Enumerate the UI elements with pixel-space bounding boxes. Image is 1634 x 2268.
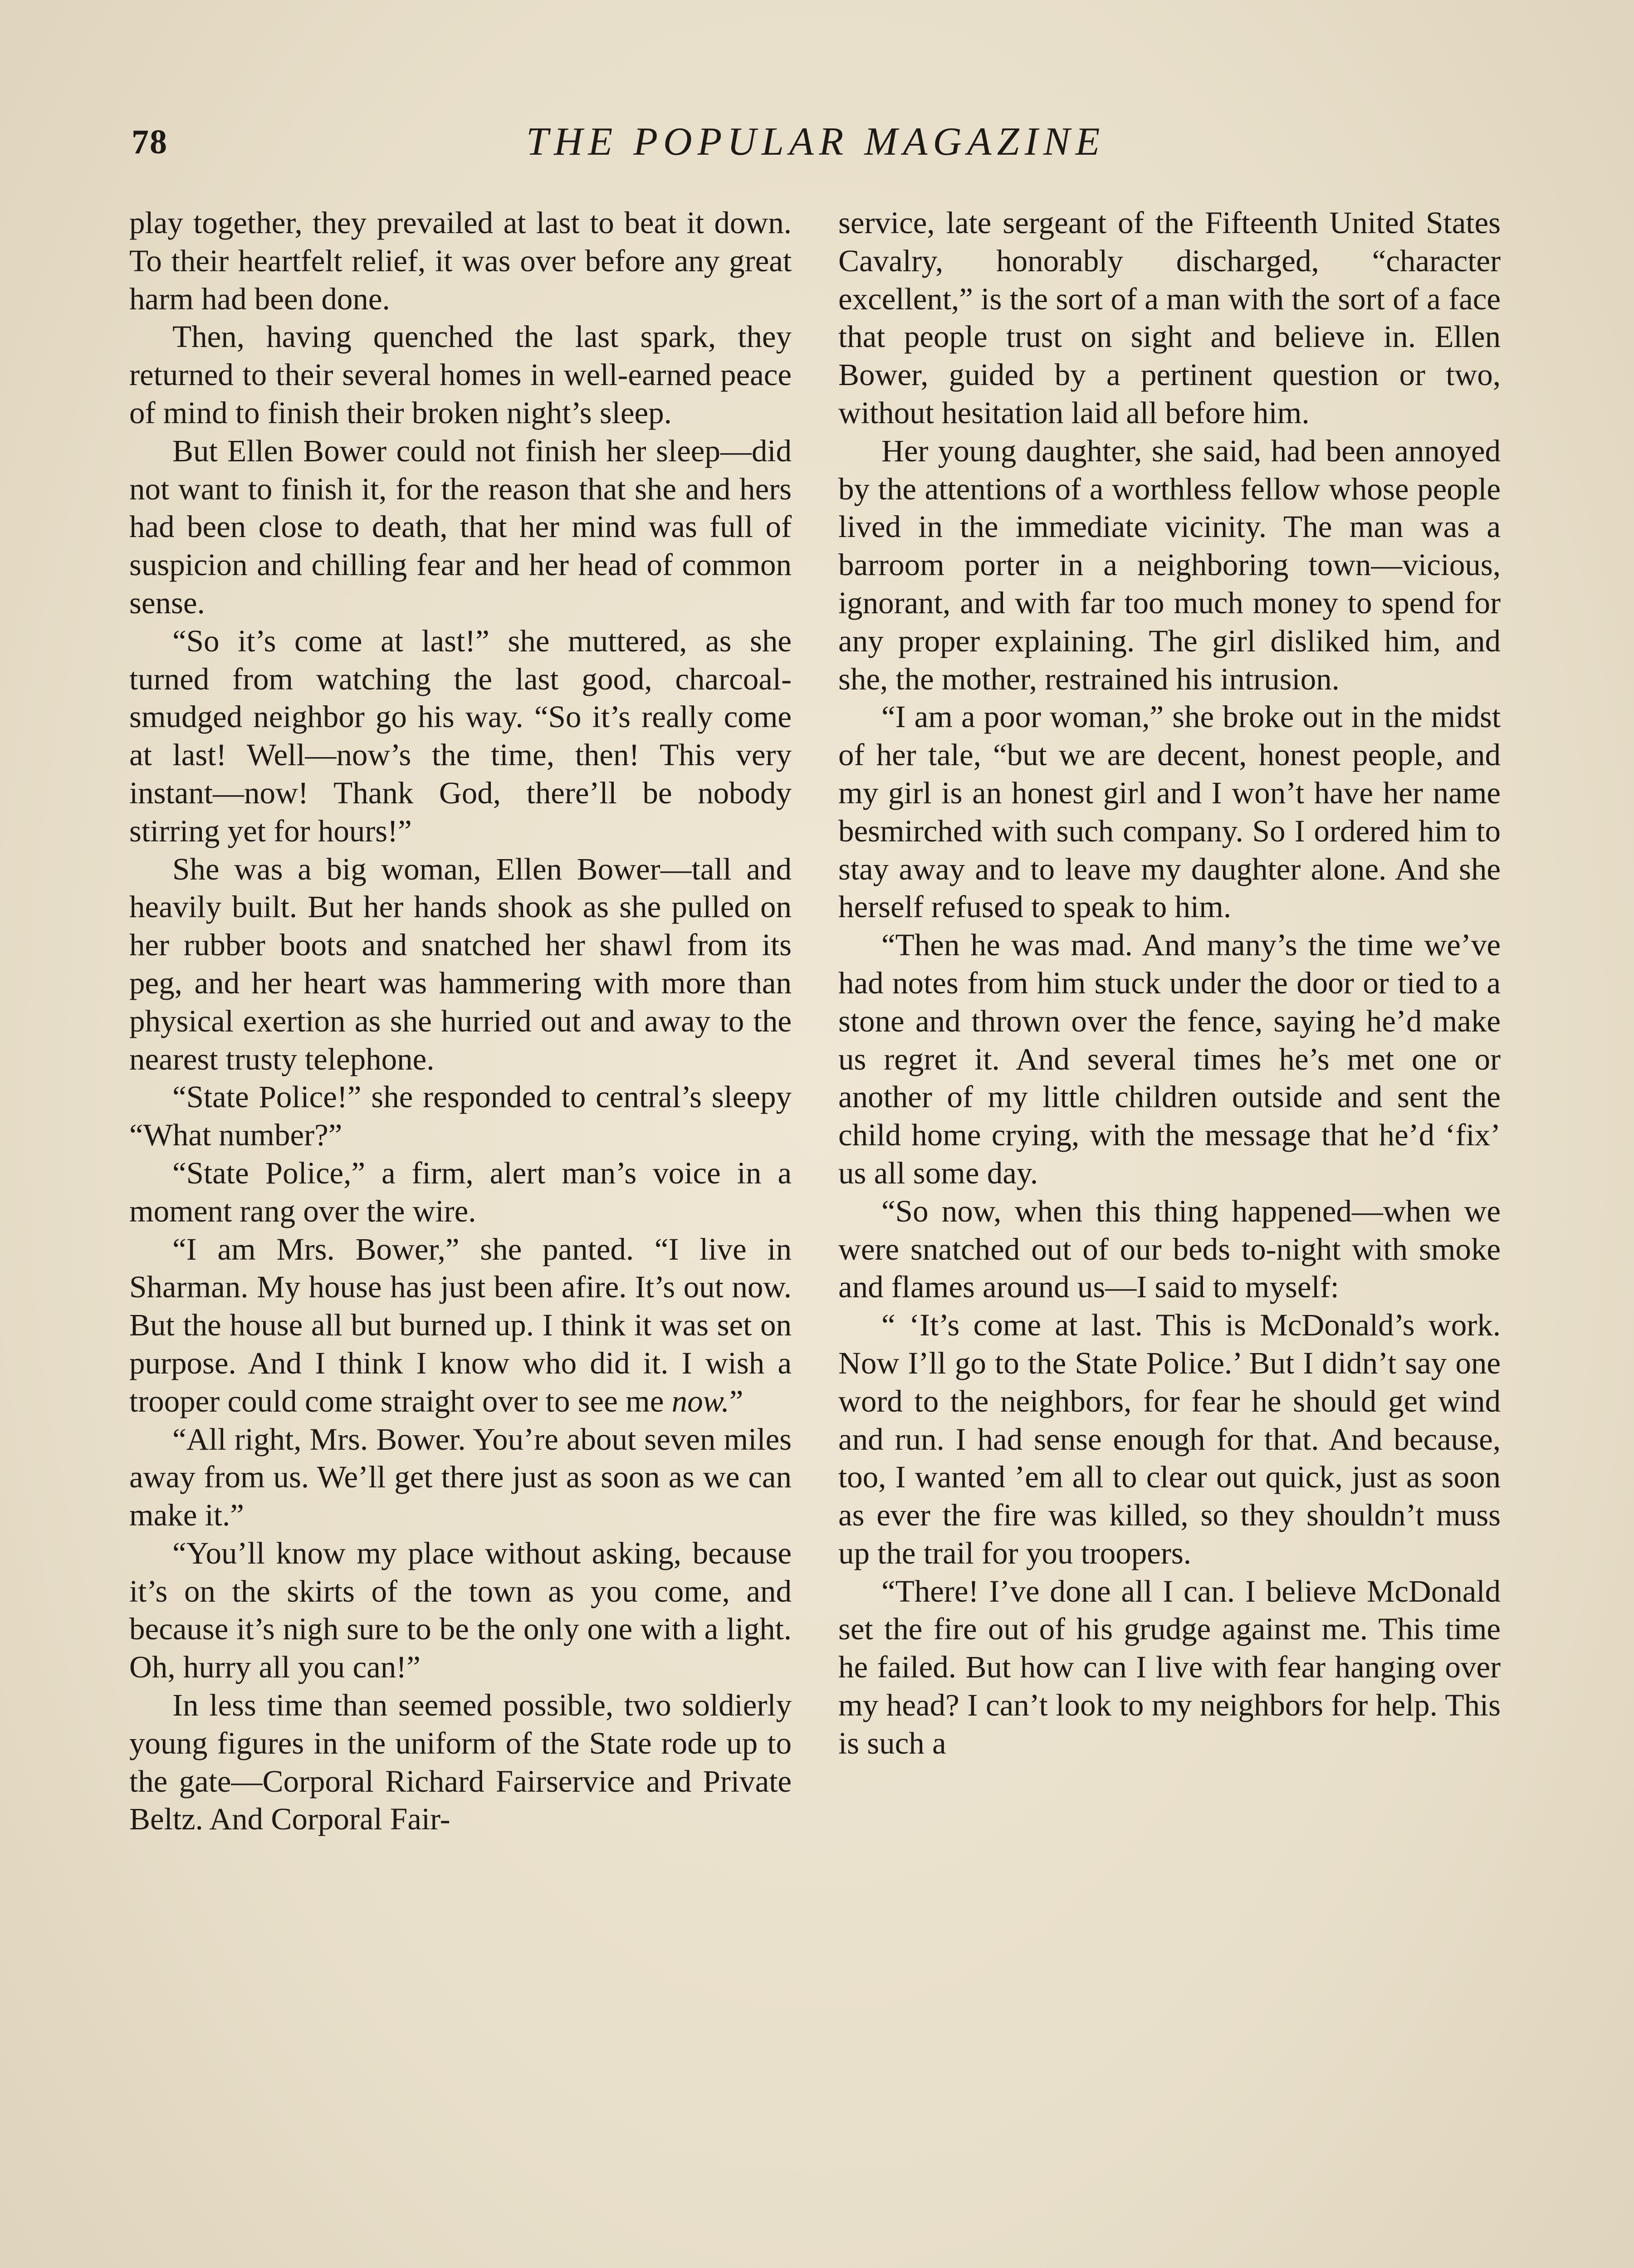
paragraph: “State Police,” a firm, alert man’s voice in a moment rang over the wire. <box>129 1155 792 1228</box>
paragraph: “Then he was mad. And many’s the time we’ve had notes from him stuck under the door or tied to a stone and thrown over the fence, saying he’d make us regret it. And several times he’s met one or another of my little children outside and sent the child home crying, with the message that he’d ‘fix’ us all some day. <box>838 928 1501 1190</box>
closing-quote: ” <box>729 1383 744 1418</box>
paragraph: But Ellen Bower could not finish her sleep—did not want to finish it, for the reason that she and hers had been close to death, that her mind was full of suspicion and chilling fear and her head of common sense. <box>129 433 792 620</box>
left-column <box>129 204 792 1838</box>
paragraph: “ ‘It’s come at last. This is McDonald’s work. Now I’ll go to the State Police.’ But I didn’t say one word to the neighbors, for fear he should get wind and run. I had sense enough for that. And because, too, I wanted ’em all to clear out quick, just as soon as ever the fire was killed, so they shouldn’t muss up the trail for you troopers. <box>838 1308 1501 1570</box>
paragraph: In less time than seemed possible, two soldierly young figures in the uniform of the State rode up to the gate—Corporal Richard Fairservice and Private Beltz. And Corporal Fair- <box>129 1688 792 1837</box>
paragraph: Her young daughter, she said, had been annoyed by the attentions of a worthless fellow whose people lived in the immediate vicinity. The man was a barroom porter in a neighboring town—vicious, ignorant, and with far too much money to spend for any proper explaining. The girl disliked him, and she, the mother, restrained his intrusion. <box>838 433 1501 696</box>
paragraph: “You’ll know my place without asking, because it’s on the skirts of the town as you come, and because it’s nigh sure to be the only one with a light. Oh, hurry all you can!” <box>129 1535 792 1685</box>
paragraph: Then, having quenched the last spark, they returned to their several homes in well-earned peace of mind to finish their broken night’s sleep. <box>129 319 792 430</box>
emphasis-text: now. <box>671 1383 729 1418</box>
paragraph: “So it’s come at last!” she muttered, as she turned from watching the last good, charcoal-smudged neighbor go his way. “So it’s really come at last! Well—now’s the time, then! This very instant—now! Thank God, there’ll be nobody stirring yet for hours!” <box>129 623 792 848</box>
paragraph: “There! I’ve done all I can. I believe McDonald set the fire out of his grudge against me. This time he failed. But how can I live with fear hanging over my head? I can’t look to my neighbors for help. This is such a <box>838 1574 1501 1760</box>
running-head: THE POPULAR MAGAZINE <box>526 120 1106 164</box>
right-column <box>838 204 1501 1763</box>
paragraph: “So now, when this thing happened—when we were snatched out of our beds to-night with smoke and flames around us—I said to myself: <box>838 1193 1501 1305</box>
paragraph: play together, they prevailed at last to beat it down. To their heartfelt relief, it was over before any great harm had been done. <box>129 205 792 316</box>
paragraph: “State Police!” she responded to central’s sleepy “What number?” <box>129 1080 792 1153</box>
paragraph: service, late sergeant of the Fifteenth United States Cavalry, honorably discharged, “character excellent,” is the sort of a man with the sort of a face that people trust on sight and believe in. Ellen Bower, guided by a pertinent question or two, without hesitation laid all before him. <box>838 205 1501 430</box>
paragraph: She was a big woman, Ellen Bower—tall and heavily built. But her hands shook as she pulled on her rubber boots and snatched her shawl from its peg, and her heart was hammering with more than physical exertion as she hurried out and away to the nearest trusty telephone. <box>129 851 792 1076</box>
paragraph: “All right, Mrs. Bower. You’re about seven miles away from us. We’ll get there just as soon as we can make it.” <box>129 1422 792 1533</box>
paragraph <box>129 1231 792 1421</box>
paragraph: “I am a poor woman,” she broke out in the midst of her tale, “but we are decent, honest people, and my girl is an honest girl and I won’t have her name besmirched with such company. So I ordered him to stay away and to leave my daughter alone. And she herself refused to speak to him. <box>838 699 1501 924</box>
paragraph-text: “I am Mrs. Bower,” she panted. “I live in Sharman. My house has just been afire. It’s out now. But the house all but burned up. I think it was set on purpose. And I think I know who did it. I wish a trooper could come straight over to see me <box>129 1232 792 1418</box>
page-number: 78 <box>132 123 168 161</box>
